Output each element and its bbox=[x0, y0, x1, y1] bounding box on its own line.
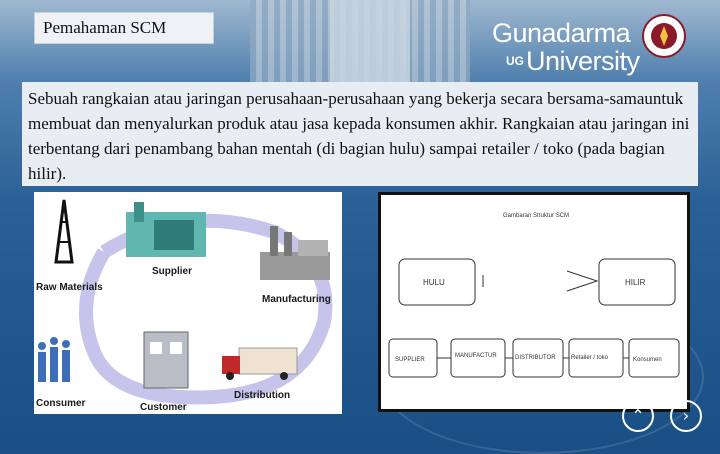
chevron-up-icon: ⌃ bbox=[631, 406, 645, 425]
scm-structure-diagram bbox=[378, 192, 690, 412]
chevron-right-icon: › bbox=[682, 406, 690, 425]
gunadarma-logo bbox=[492, 12, 714, 80]
label-manufacturing: Manufacturing bbox=[262, 294, 331, 305]
distribution-truck-icon bbox=[222, 348, 297, 380]
logo-text-gunadarma: Gunadarma bbox=[492, 18, 631, 48]
flow-bottom-row bbox=[389, 339, 679, 377]
hulu-to-hilir-arrow bbox=[567, 271, 597, 291]
label-consumer: Consumer bbox=[36, 398, 86, 409]
label-raw-materials: Raw Materials bbox=[36, 282, 103, 293]
logo-text-ug: UG bbox=[506, 54, 524, 68]
manufactur-label: MANUFACTUR bbox=[455, 353, 497, 359]
diagram-title: Gambaran Struktur SCM bbox=[503, 213, 570, 219]
slide-title: Pemahaman SCM bbox=[34, 12, 214, 44]
konsumen-label: Konsumen bbox=[633, 357, 662, 363]
label-supplier: Supplier bbox=[152, 266, 193, 277]
scm-structure-svg bbox=[381, 195, 687, 409]
slide-description: Sebuah rangkaian atau jaringan perusahaan-perusahaan yang bekerja secara bersama-samauntuk membuat dan menyalurkan produk atau jasa kepada konsumen akhir. Rangkaian atau jaringan ini terbentang dari penambang bahan mentah (di bagian hulu) sampai retailer / toko (pada bagian hilir). bbox=[22, 82, 698, 186]
distributor-label: DISTRIBUTOR bbox=[515, 355, 556, 361]
hilir-label: HILIR bbox=[625, 278, 646, 287]
building-tower bbox=[330, 0, 410, 95]
next-slide-button[interactable] bbox=[670, 400, 702, 432]
oil-derrick-icon bbox=[56, 200, 72, 262]
logo-text-university: University bbox=[526, 46, 640, 76]
label-distribution: Distribution bbox=[234, 390, 291, 401]
consumer-people-icon bbox=[38, 337, 70, 382]
supplier-factory-icon bbox=[126, 202, 206, 257]
university-seal-icon bbox=[642, 14, 686, 58]
manufacturing-plant-icon bbox=[260, 226, 330, 280]
customer-store-icon bbox=[144, 332, 188, 388]
label-customer: Customer bbox=[140, 402, 187, 413]
prev-slide-button[interactable] bbox=[622, 400, 654, 432]
supplier-label: SUPPLIER bbox=[395, 357, 425, 363]
scm-cycle-svg bbox=[34, 192, 342, 414]
retailer-label: Retailer / toko bbox=[571, 355, 609, 361]
scm-cycle-illustration bbox=[34, 192, 342, 414]
hulu-label: HULU bbox=[423, 278, 445, 287]
